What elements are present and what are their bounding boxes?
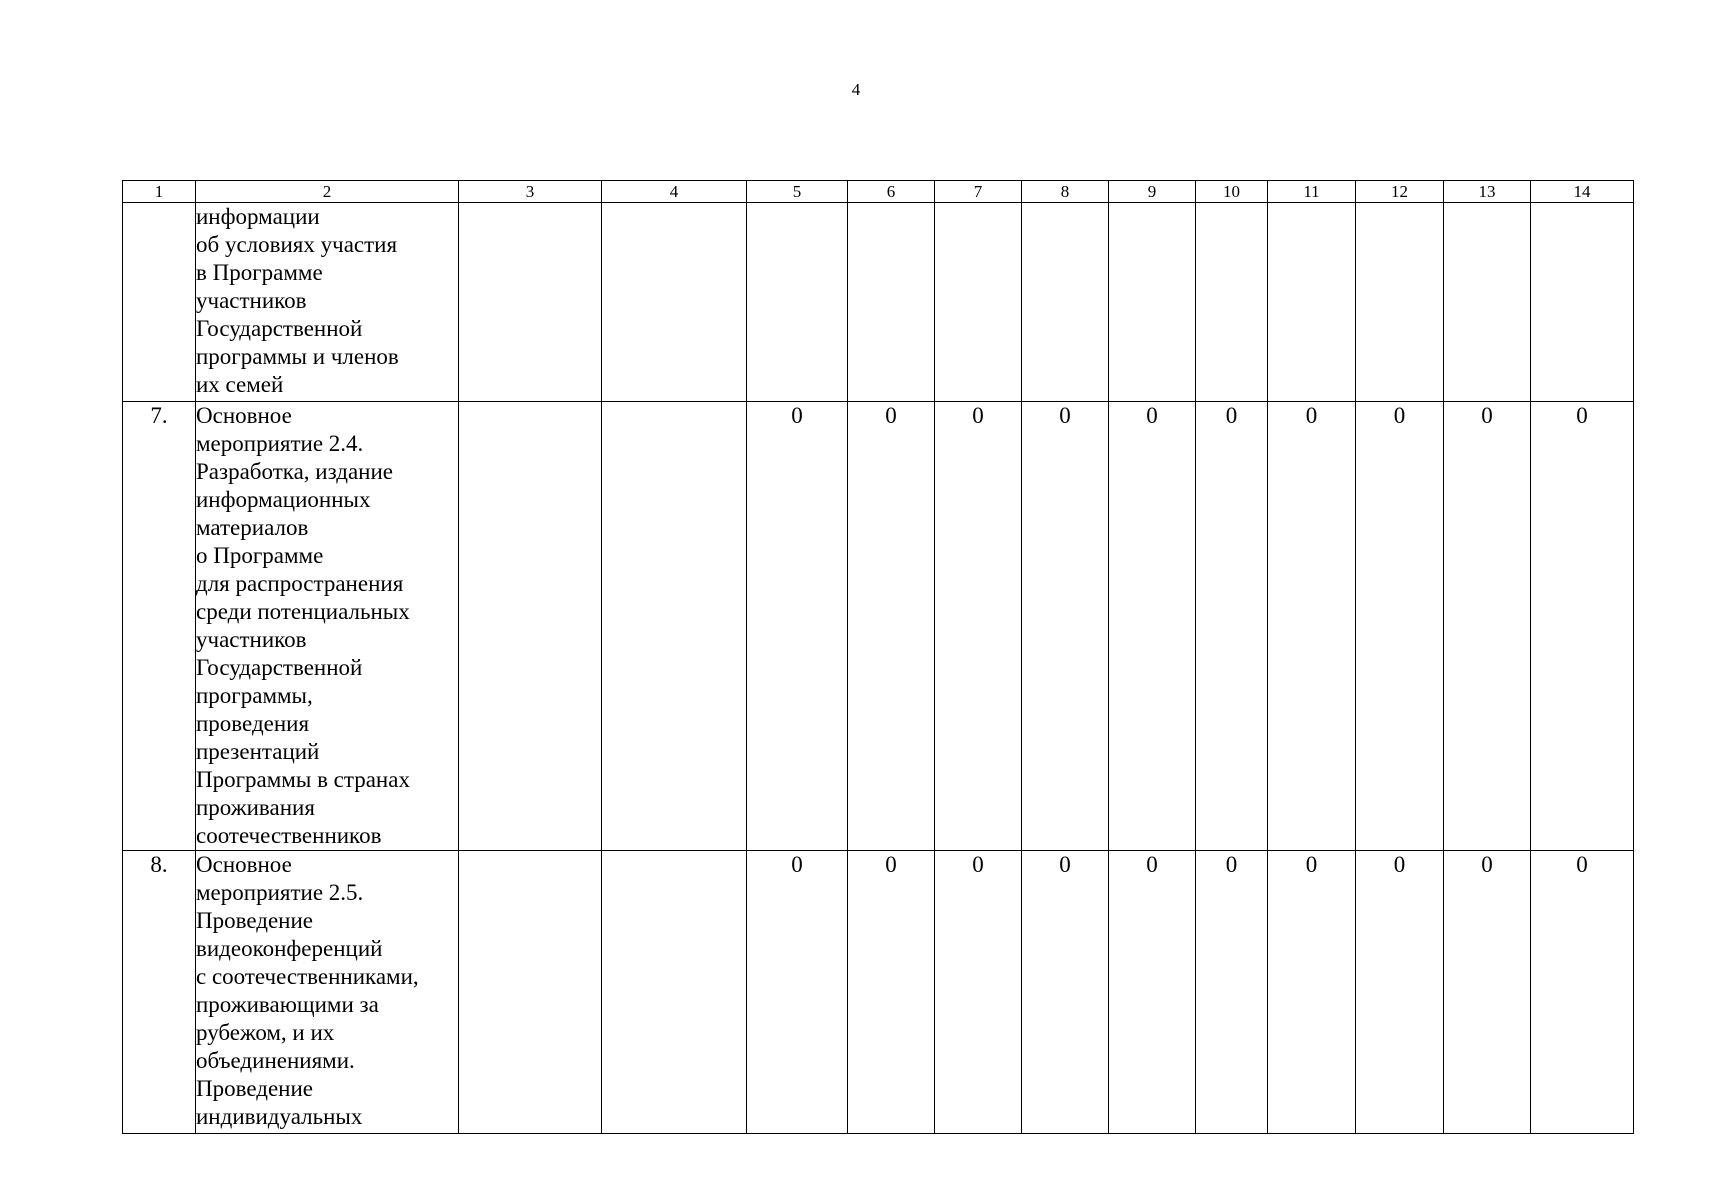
value-cell: 0 bbox=[935, 402, 1022, 851]
column-header: 2 bbox=[196, 181, 459, 203]
value-cell bbox=[848, 203, 935, 402]
col3-cell bbox=[459, 203, 602, 402]
value-cell: 0 bbox=[1109, 402, 1196, 851]
value-cell: 0 bbox=[1268, 851, 1356, 1134]
activity-name-line: с соотечественниками, bbox=[196, 964, 419, 989]
activity-name-line: участников bbox=[196, 288, 307, 313]
activity-name-line: для распространения bbox=[196, 571, 404, 596]
value-cell: 0 bbox=[1109, 851, 1196, 1134]
activity-name-line: среди потенциальных bbox=[196, 599, 410, 624]
activity-name-cell bbox=[196, 851, 459, 1134]
activity-name-line: презентаций bbox=[196, 739, 320, 764]
activity-name-line: их семей bbox=[196, 372, 284, 397]
value-cell: 0 bbox=[1022, 851, 1109, 1134]
column-header: 12 bbox=[1356, 181, 1444, 203]
activity-name-line: Основное bbox=[196, 403, 292, 428]
row-number-cell: 8. bbox=[123, 851, 196, 1134]
activity-name-line: индивидуальных bbox=[196, 1104, 363, 1129]
activity-name-line: объединениями. bbox=[196, 1048, 355, 1073]
activity-name-line: информационных bbox=[196, 487, 371, 512]
table-row bbox=[123, 851, 1634, 1134]
activity-name-line: проживания bbox=[196, 795, 315, 820]
activity-name-line: Проведение bbox=[196, 908, 313, 933]
value-cell: 0 bbox=[1196, 402, 1268, 851]
activity-name-line: мероприятие 2.5. bbox=[196, 880, 364, 905]
value-cell bbox=[1531, 203, 1634, 402]
activity-name-line: соотечественников bbox=[196, 823, 382, 848]
activity-name-line: видеоконференций bbox=[196, 936, 383, 961]
column-header: 10 bbox=[1196, 181, 1268, 203]
value-cell: 0 bbox=[1356, 851, 1444, 1134]
activity-name-line: материалов bbox=[196, 515, 309, 540]
activity-name-line: Основное bbox=[196, 852, 292, 877]
column-header: 8 bbox=[1022, 181, 1109, 203]
value-cell bbox=[935, 203, 1022, 402]
column-header: 4 bbox=[602, 181, 747, 203]
value-cell: 0 bbox=[1444, 402, 1531, 851]
value-cell: 0 bbox=[1022, 402, 1109, 851]
value-cell: 0 bbox=[935, 851, 1022, 1134]
value-cell bbox=[1268, 203, 1356, 402]
activity-name-line: программы, bbox=[196, 683, 313, 708]
column-header: 9 bbox=[1109, 181, 1196, 203]
value-cell bbox=[1444, 203, 1531, 402]
column-header: 1 bbox=[123, 181, 196, 203]
column-header: 6 bbox=[848, 181, 935, 203]
value-cell: 0 bbox=[1444, 851, 1531, 1134]
table-row bbox=[123, 203, 1634, 402]
row-number-cell: 7. bbox=[123, 402, 196, 851]
col3-cell bbox=[459, 851, 602, 1134]
col3-cell bbox=[459, 402, 602, 851]
value-cell: 0 bbox=[1531, 402, 1634, 851]
activity-name-line: об условиях участия bbox=[196, 232, 398, 257]
value-cell bbox=[1022, 203, 1109, 402]
value-cell: 0 bbox=[1531, 851, 1634, 1134]
activity-name-cell bbox=[196, 402, 459, 851]
value-cell: 0 bbox=[1196, 851, 1268, 1134]
activity-name-line: Разработка, издание bbox=[196, 459, 393, 484]
activity-name-line: Государственной bbox=[196, 655, 363, 680]
column-header: 11 bbox=[1268, 181, 1356, 203]
column-header: 7 bbox=[935, 181, 1022, 203]
activity-name-line: Программы в странах bbox=[196, 767, 410, 792]
data-table bbox=[122, 180, 1634, 1134]
column-header: 5 bbox=[747, 181, 848, 203]
activity-name-line: Государственной bbox=[196, 316, 363, 341]
column-header: 13 bbox=[1444, 181, 1531, 203]
activity-name-line: проведения bbox=[196, 711, 310, 736]
col4-cell bbox=[602, 851, 747, 1134]
value-cell: 0 bbox=[1268, 402, 1356, 851]
value-cell: 0 bbox=[848, 851, 935, 1134]
column-header: 14 bbox=[1531, 181, 1634, 203]
activity-name-line: мероприятие 2.4. bbox=[196, 431, 364, 456]
activity-name-line: программы и членов bbox=[196, 344, 399, 369]
value-cell bbox=[1196, 203, 1268, 402]
activity-name-cell bbox=[196, 203, 459, 402]
activity-name-line: в Программе bbox=[196, 260, 323, 285]
activity-name-line: Проведение bbox=[196, 1076, 313, 1101]
value-cell: 0 bbox=[848, 402, 935, 851]
value-cell: 0 bbox=[747, 851, 848, 1134]
col4-cell bbox=[602, 402, 747, 851]
value-cell bbox=[1356, 203, 1444, 402]
col4-cell bbox=[602, 203, 747, 402]
column-header: 3 bbox=[459, 181, 602, 203]
row-number-cell bbox=[123, 203, 196, 402]
column-number-row bbox=[123, 181, 1634, 203]
table-body bbox=[123, 203, 1634, 1134]
value-cell: 0 bbox=[747, 402, 848, 851]
activity-name-line: информации bbox=[196, 204, 320, 229]
activity-name-line: участников bbox=[196, 627, 307, 652]
activity-name-line: проживающими за bbox=[196, 992, 379, 1017]
activity-name-line: о Программе bbox=[196, 543, 324, 568]
value-cell bbox=[1109, 203, 1196, 402]
activity-name-line: рубежом, и их bbox=[196, 1020, 335, 1045]
value-cell bbox=[747, 203, 848, 402]
value-cell: 0 bbox=[1356, 402, 1444, 851]
table-row bbox=[123, 402, 1634, 851]
page-number: 4 bbox=[851, 80, 861, 99]
